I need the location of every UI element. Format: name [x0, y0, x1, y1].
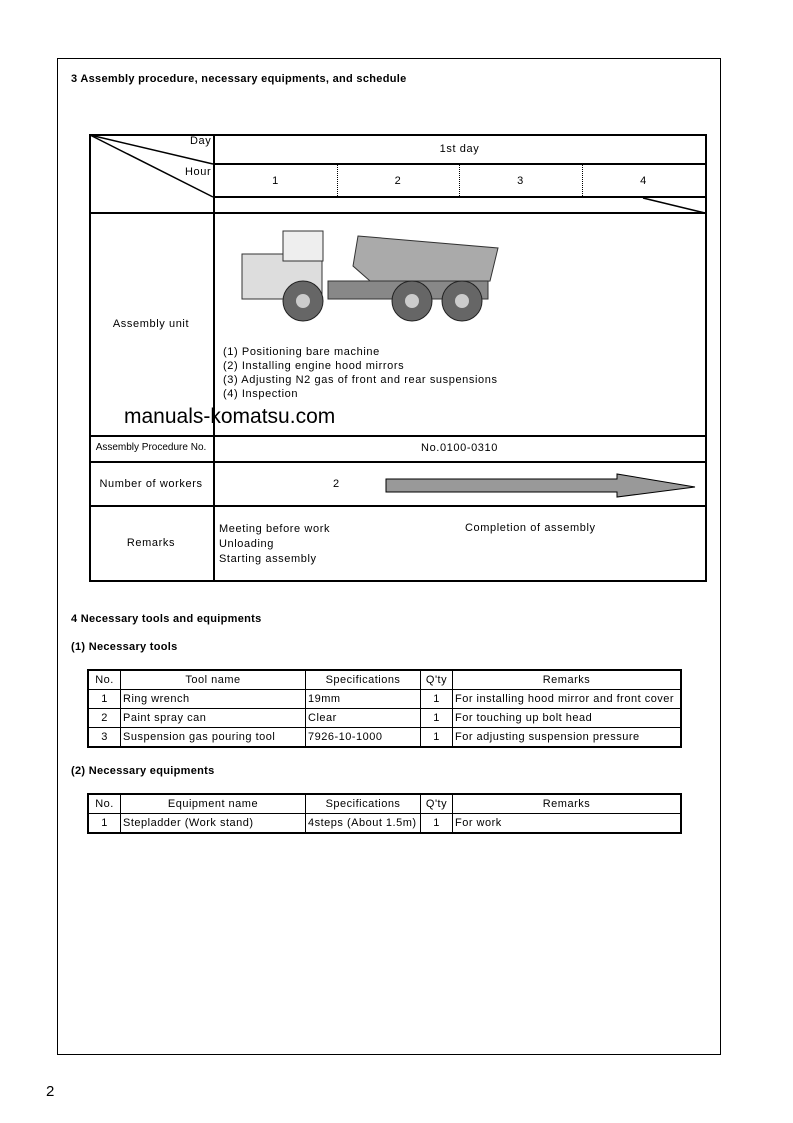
hour-4: 4 — [640, 175, 647, 187]
col-name: Equipment name — [121, 794, 306, 814]
cell: 19mm — [306, 690, 421, 709]
table-row — [88, 814, 681, 834]
col-name: Tool name — [121, 670, 306, 690]
cell: Paint spray can — [121, 709, 306, 728]
cell: For touching up bolt head — [453, 709, 682, 728]
table-row — [88, 690, 681, 709]
hour-2: 2 — [394, 175, 402, 187]
cell: 1 — [421, 728, 453, 748]
cell: Stepladder (Work stand) — [121, 814, 306, 834]
schedule-arrow — [386, 474, 695, 497]
procedure-no: No.0100-0310 — [421, 442, 498, 454]
step: (1) Positioning bare machine — [223, 346, 380, 358]
cell: 1 — [88, 690, 121, 709]
section-3-title: 3 Assembly procedure, necessary equipments, and schedule — [71, 73, 407, 85]
cell: 1 — [421, 814, 453, 834]
remark: Starting assembly — [219, 553, 317, 565]
cell: 4steps (About 1.5m) — [306, 814, 421, 834]
cell: 1 — [421, 690, 453, 709]
cell: 3 — [88, 728, 121, 748]
cell: For adjusting suspension pressure — [453, 728, 682, 748]
watermark: manuals-komatsu.com — [124, 405, 336, 428]
col-spec: Specifications — [306, 794, 421, 814]
col-spec: Specifications — [306, 670, 421, 690]
table-header — [88, 794, 681, 814]
step: (3) Adjusting N2 gas of front and rear suspensions — [223, 374, 498, 386]
dump-truck-illustration — [228, 226, 508, 326]
assembly-unit-label: Assembly unit — [112, 318, 190, 330]
col-remarks: Remarks — [453, 794, 682, 814]
table-row — [88, 709, 681, 728]
hour-3: 3 — [517, 175, 524, 187]
equipments-title: (2) Necessary equipments — [71, 765, 215, 777]
cell: Clear — [306, 709, 421, 728]
cell: 1 — [421, 709, 453, 728]
cell: Suspension gas pouring tool — [121, 728, 306, 748]
remarks-left — [219, 522, 330, 567]
step: (2) Installing engine hood mirrors — [223, 360, 405, 372]
remark: Unloading — [219, 538, 274, 550]
tools-table — [87, 669, 682, 748]
table-row — [88, 728, 681, 748]
cell: For installing hood mirror and front cover — [453, 690, 682, 709]
remarks-right: Completion of assembly — [465, 522, 596, 534]
workers-count: 2 — [333, 478, 340, 490]
procedure-no-label: Assembly Procedure No. — [95, 442, 207, 453]
step: (4) Inspection — [223, 388, 299, 400]
remark: Meeting before work — [219, 523, 331, 535]
page-number: 2 — [46, 1083, 55, 1100]
cell: Ring wrench — [121, 690, 306, 709]
col-remarks: Remarks — [453, 670, 682, 690]
hour-1: 1 — [272, 175, 279, 187]
col-qty: Q'ty — [421, 670, 453, 690]
section-4-title: 4 Necessary tools and equipments — [71, 613, 262, 625]
assembly-steps — [223, 345, 498, 401]
equipments-table — [87, 793, 682, 834]
remarks-label: Remarks — [126, 537, 176, 549]
col-no: No. — [88, 670, 121, 690]
hour-label: Hour — [185, 166, 212, 178]
cell: For work — [453, 814, 682, 834]
day-label: Day — [190, 135, 212, 147]
col-qty: Q'ty — [421, 794, 453, 814]
cell: 7926-10-1000 — [306, 728, 421, 748]
cell: 2 — [88, 709, 121, 728]
col-no: No. — [88, 794, 121, 814]
tools-title: (1) Necessary tools — [71, 641, 178, 653]
workers-label: Number of workers — [99, 478, 203, 490]
table-header — [88, 670, 681, 690]
day-value: 1st day — [439, 143, 480, 155]
cell: 1 — [88, 814, 121, 834]
